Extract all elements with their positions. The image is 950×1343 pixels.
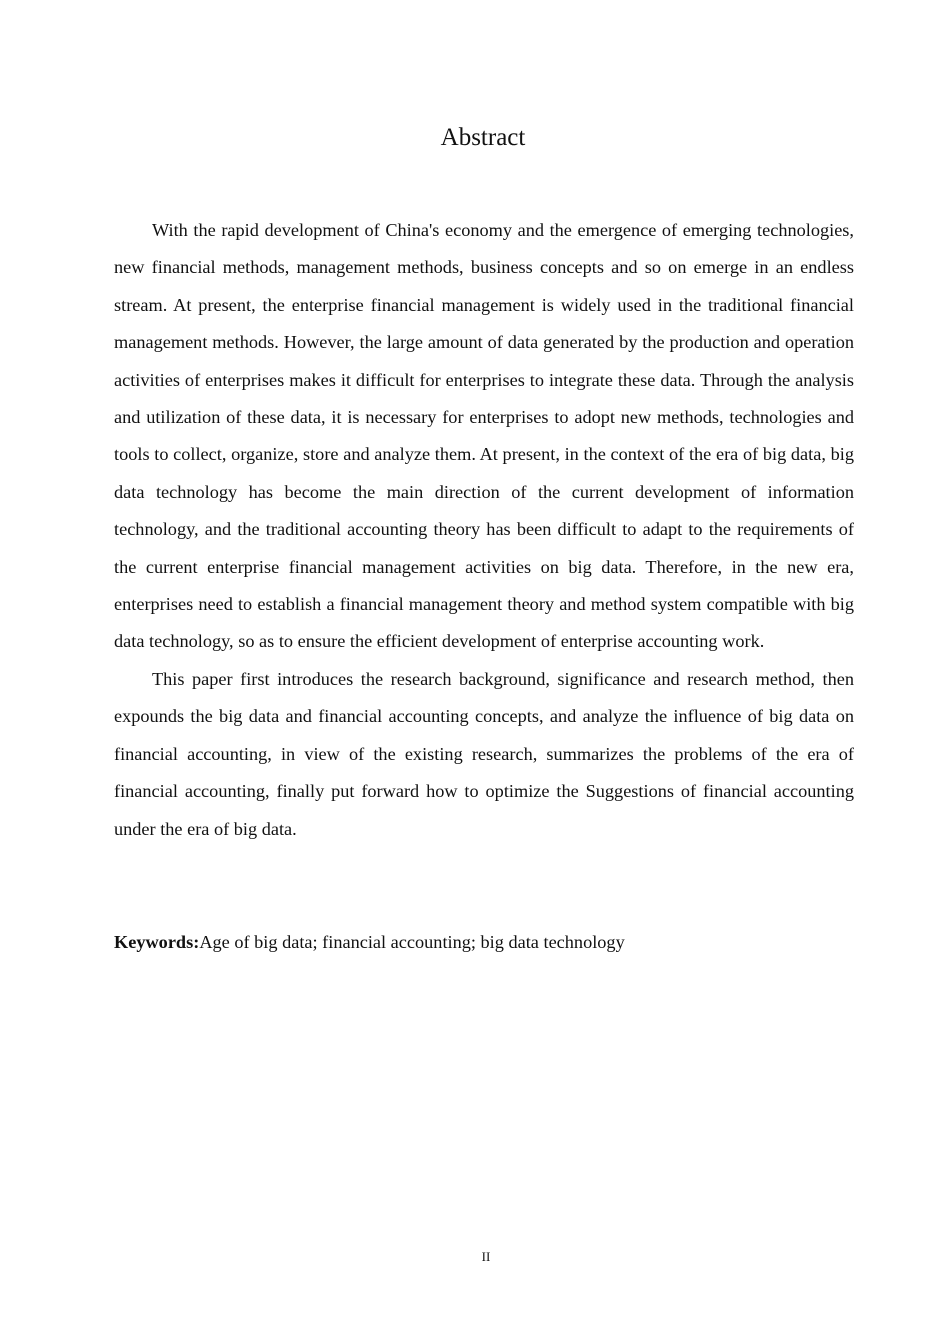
page-number: II xyxy=(481,1249,491,1264)
keywords-line xyxy=(114,925,854,959)
abstract-body xyxy=(114,212,854,848)
keywords-label: Keywords: xyxy=(114,932,200,952)
abstract-paragraph-1: With the rapid development of China's economy and the emergence of emerging technologies, new financial methods, management methods, business concepts and so on emerge in an endless stream. At present, the enterprise financial management is widely used in the traditional financial management methods. However, the large amount of data generated by the production and operation activities of enterprises makes it difficult for enterprises to integrate these data. Through the analysis and utilization of these data, it is necessary for enterprises to adopt new methods, technologies and tools to collect, organize, store and analyze them. At present, in the context of the era of big data, big data technology has become the main direction of the current development of information technology, and the traditional accounting theory has been difficult to adapt to the requirements of the current enterprise financial management activities on big data. Therefore, in the new era, enterprises need to establish a financial management theory and method system compatible with big data technology, so as to ensure the efficient development of enterprise accounting work. xyxy=(114,220,854,652)
keywords-text: Age of big data; financial accounting; big data technology xyxy=(199,932,625,952)
abstract-title: Abstract xyxy=(440,124,526,151)
abstract-paragraph-2: This paper first introduces the research background, significance and research method, then expounds the big data and financial accounting concepts, and analyze the influence of big data on financial accounting, in view of the existing research, summarizes the problems of the era of financial accounting, finally put forward how to optimize the Suggestions of financial accounting under the era of big data. xyxy=(114,668,854,839)
